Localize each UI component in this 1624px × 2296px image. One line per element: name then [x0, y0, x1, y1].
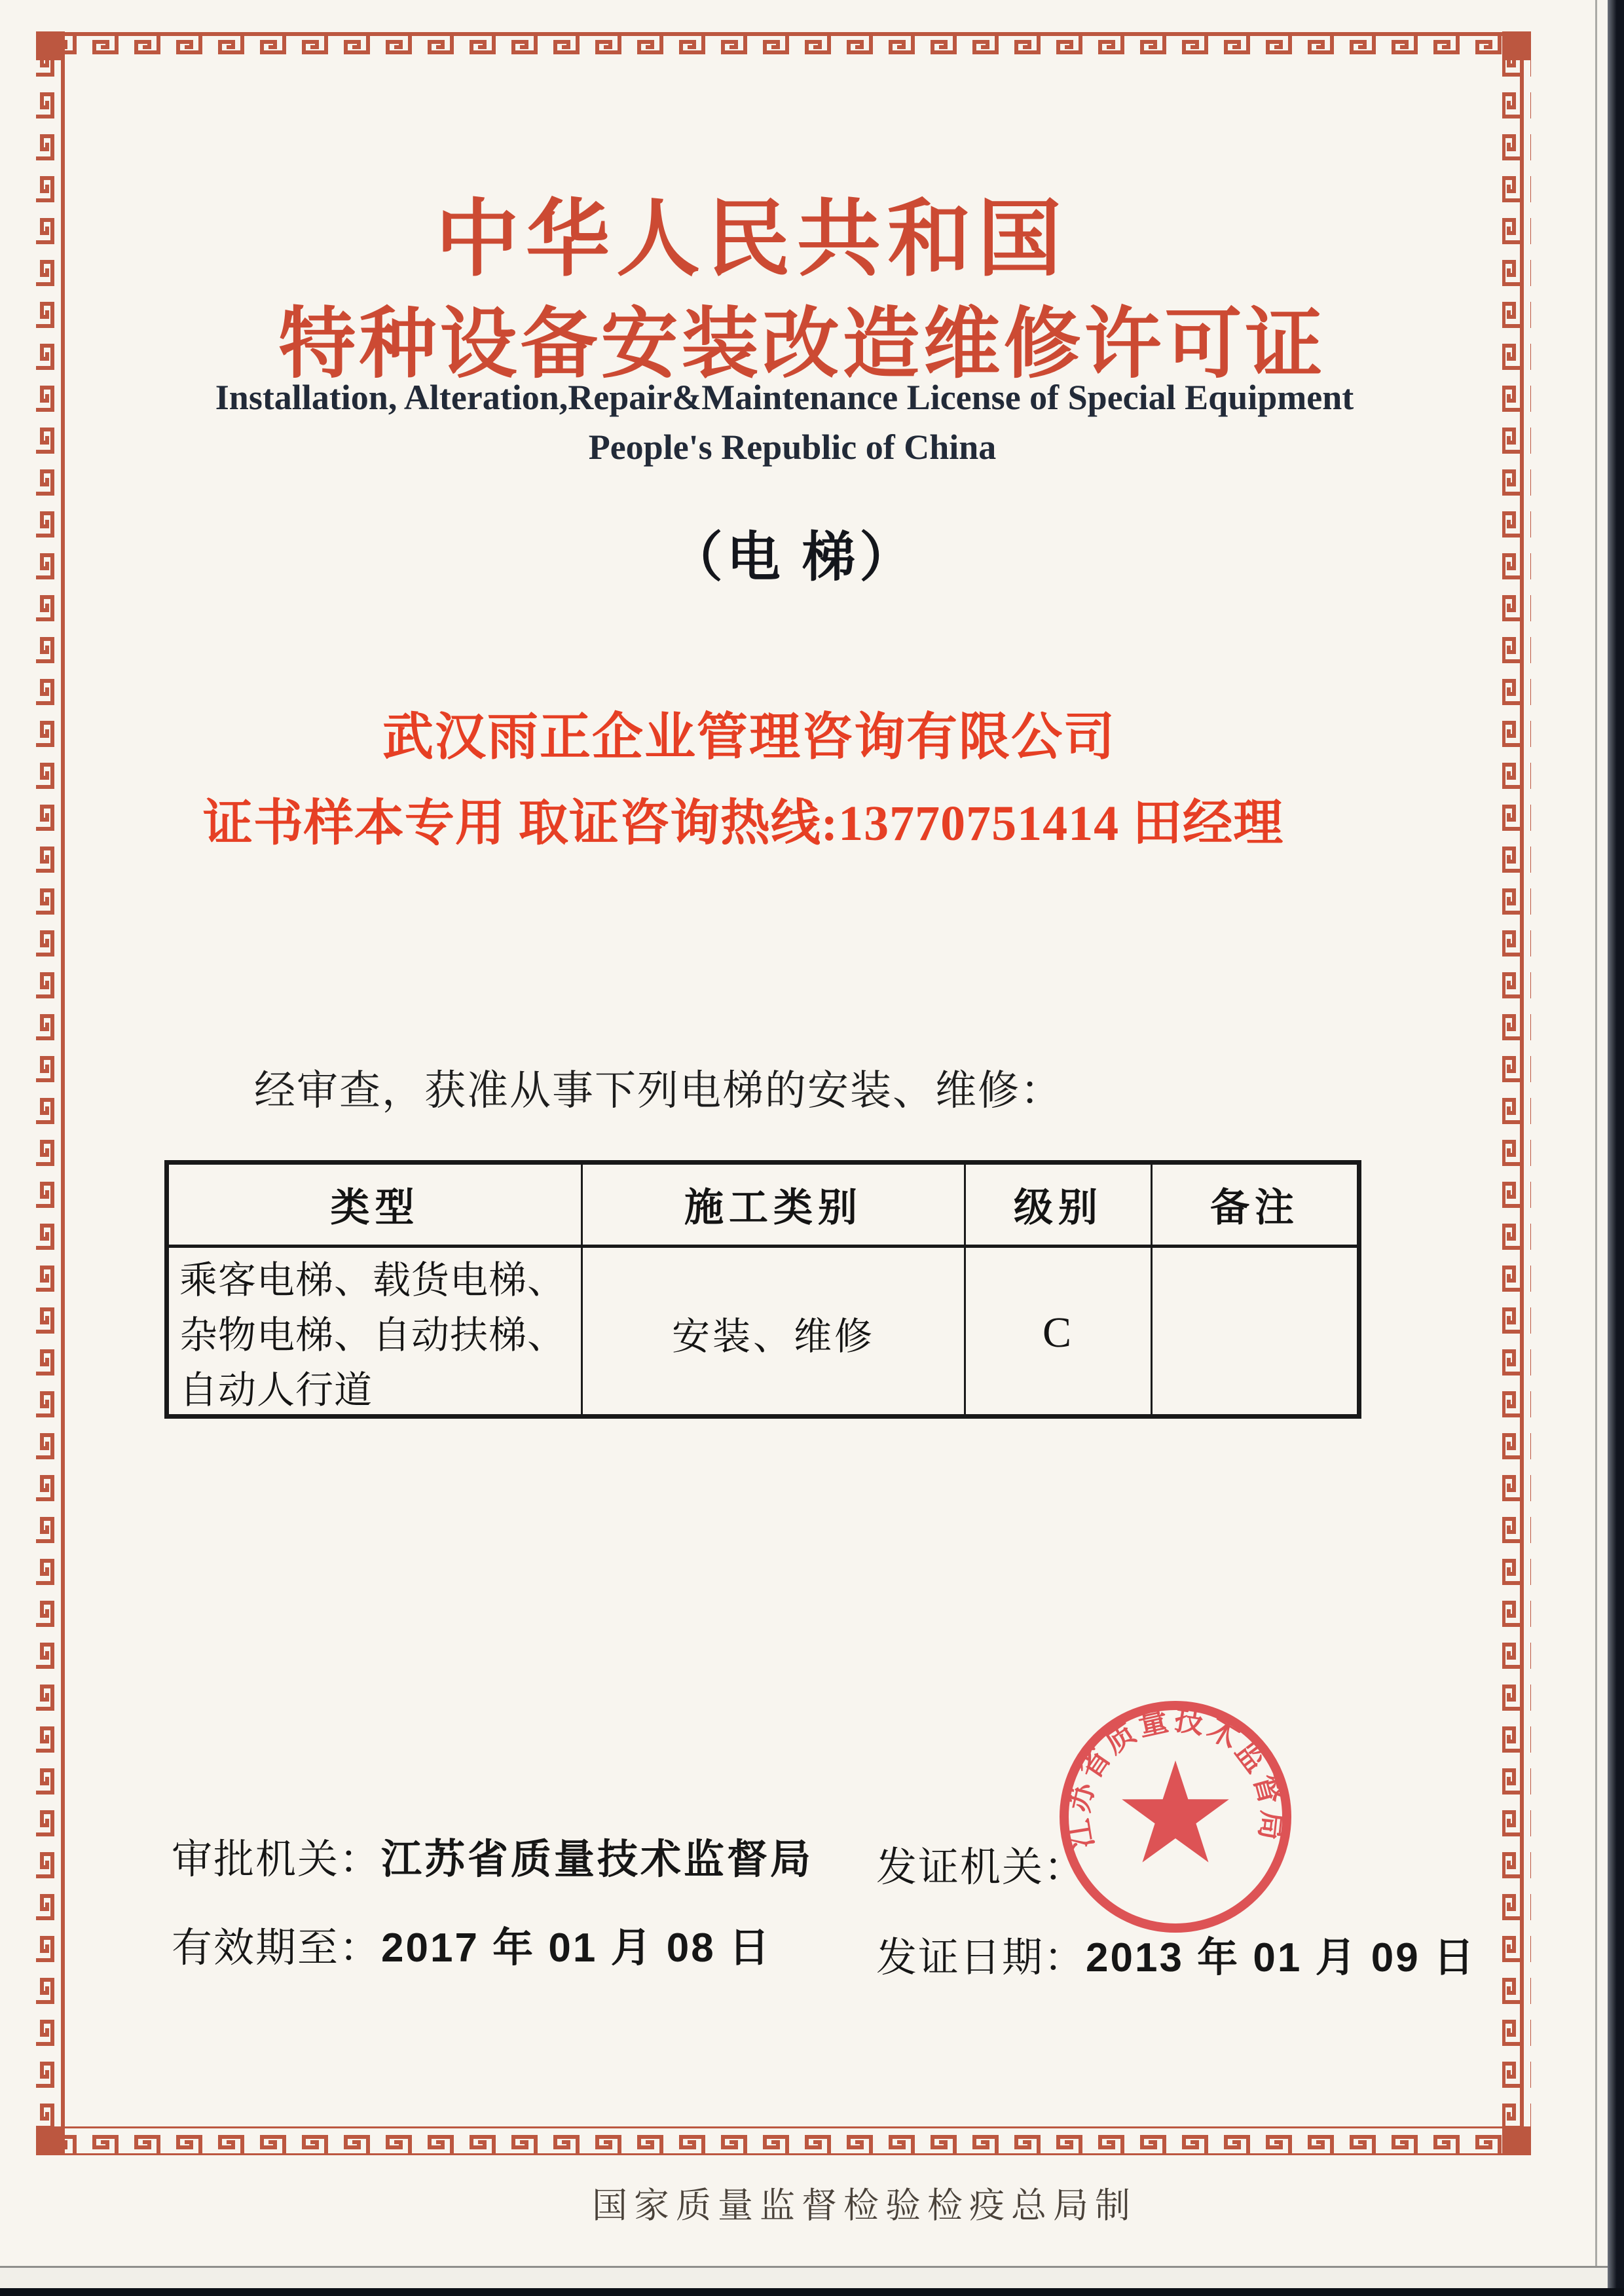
- scan-edge-right: [1608, 0, 1624, 2296]
- scan-strip-bottom: [0, 2268, 1624, 2289]
- title-cn-line2: 特种设备安装改造维修许可证: [278, 302, 1326, 388]
- license-table: [164, 1160, 1361, 1419]
- issue-date-label: 发证日期：: [876, 1936, 1086, 1980]
- approving-agency-label: 审批机关：: [172, 1838, 382, 1882]
- paper-edge-line-right: [1595, 0, 1597, 2296]
- validity-field: [172, 1915, 771, 1973]
- cell-remark: [1151, 1248, 1357, 1418]
- title-cn-line1: 中华人民共和国: [435, 193, 1068, 286]
- stamp-arc-text: 江苏省质量技术监督局: [1058, 1699, 1293, 1851]
- header-cell-work: 施工类别: [581, 1165, 964, 1245]
- footer-imprint: 国家质量监督检验检疫总局制: [592, 2186, 1137, 2225]
- watermark-hotline: 证书样本专用 取证咨询热线:13770751414 田经理: [202, 796, 1284, 851]
- scan-edge-bottom: [0, 2288, 1624, 2296]
- header-cell-grade: 级别: [964, 1165, 1151, 1245]
- watermark-company-name: 武汉雨正企业管理咨询有限公司: [382, 708, 1116, 765]
- cell-equipment-types: [169, 1248, 581, 1418]
- validity-label: 有效期至：: [172, 1926, 382, 1971]
- equipment-type-line: 杂物电梯、自动扶梯、: [179, 1314, 566, 1357]
- header-cell-remark: 备注: [1151, 1165, 1357, 1245]
- equipment-subtitle: （电 梯）: [669, 528, 917, 587]
- approving-agency-field: [172, 1827, 813, 1885]
- approval-intro: 经审查，获准从事下列电梯的安装、维修：: [254, 1068, 1063, 1114]
- approving-agency-value: 江苏省质量技术监督局: [381, 1837, 814, 1882]
- official-stamp: [1048, 1689, 1303, 1944]
- header-cell-type: 类型: [330, 1186, 420, 1230]
- equipment-type-line: 自动人行道: [179, 1369, 373, 1412]
- table-row: [169, 1248, 1357, 1414]
- validity-value: 2017 年 01 月 08 日: [381, 1925, 771, 1971]
- table-header-row: [169, 1165, 1357, 1248]
- cell-work-category: 安装、维修: [581, 1248, 964, 1418]
- stamp-star: [1122, 1760, 1229, 1863]
- title-en-line1: Installation, Alteration,Repair&Maintenance License of Special Equipment: [215, 378, 1354, 417]
- issue-date-value: 2013 年 01 月 09 日: [1086, 1935, 1476, 1980]
- issuing-agency-label: 发证机关：: [876, 1846, 1086, 1890]
- title-en-line2: People's Republic of China: [588, 428, 997, 467]
- equipment-type-line: 乘客电梯、载货电梯、: [179, 1259, 566, 1302]
- cell-grade: C: [964, 1248, 1151, 1418]
